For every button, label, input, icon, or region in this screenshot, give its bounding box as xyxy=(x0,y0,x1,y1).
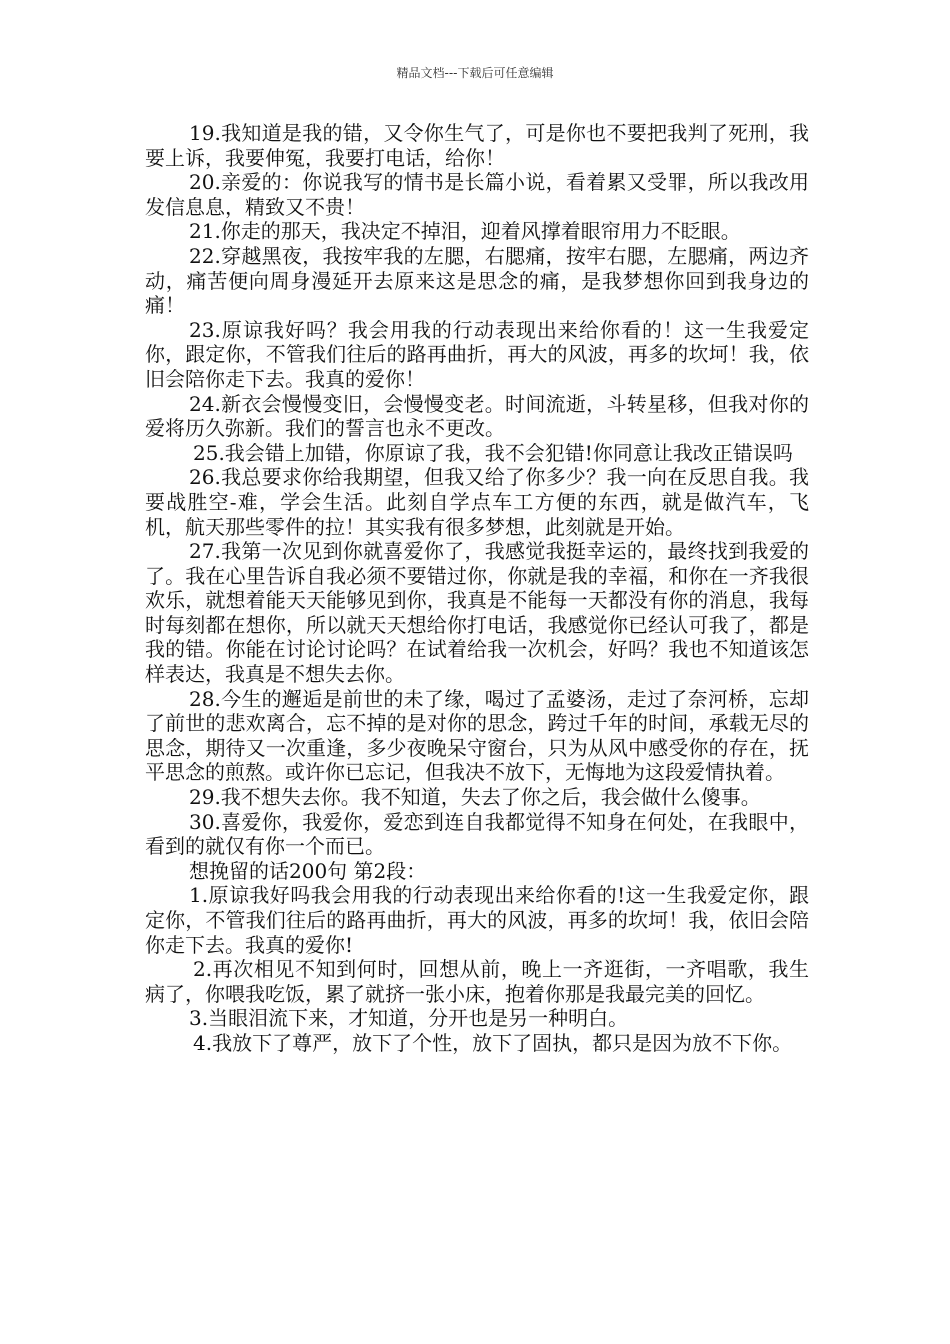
paragraph-22: 22.穿越黑夜，我按牢我的左腮，右腮痛，按牢右腮，左腮痛，两边齐动，痛苦便向周身漫延开去原来这是思念的痛，是我梦想你回到我身边的痛！ xyxy=(145,243,809,318)
paragraph-s2-1: 1.原谅我好吗我会用我的行动表现出来给你看的!这一生我爱定你，跟定你，不管我们往后的路再曲折，再大的风波，再多的坎坷！我，依旧会陪你走下去。我真的爱你! xyxy=(145,883,809,957)
section-heading: 想挽留的话200句 第2段： xyxy=(189,858,427,883)
paragraph-29: 29.我不想失去你。我不知道，失去了你之后，我会做什么傻事。 xyxy=(189,785,761,810)
paragraph-23: 23.原谅我好吗？我会用我的行动表现出来给你看的！这一生我爱定你，跟定你，不管我们往后的路再曲折，再大的风波，再多的坎坷！我，依旧会陪你走下去。我真的爱你！ xyxy=(145,317,809,391)
paragraph-25: 25.我会错上加错，你原谅了我，我不会犯错!你同意让我改正错误吗 xyxy=(193,440,793,465)
paragraph-19: 19.我知道是我的错，又令你生气了，可是你也不要把我判了死刑，我要上诉，我要伸冤，我要打电话，给你！ xyxy=(145,121,809,170)
document-body xyxy=(145,121,809,1056)
page-header: 精品文档---下载后可任意编辑 xyxy=(396,66,554,80)
paragraph-s2-3: 3.当眼泪流下来，才知道，分开也是另一种明白。 xyxy=(189,1006,629,1031)
paragraph-26: 26.我总要求你给我期望，但我又给了你多少？我一向在反思自我。我要战胜空-难，学会生活。此刻自学点车工方便的东西，就是做汽车，飞机，航天那些零件的拉！其实我有很多梦想，此刻就是开始。 xyxy=(145,465,809,539)
paragraph-s2-4: 4.我放下了尊严，放下了个性，放下了固执，都只是因为放不下你。 xyxy=(193,1030,793,1055)
paragraph-21: 21.你走的那天，我决定不掉泪，迎着风撑着眼帘用力不眨眼。 xyxy=(189,219,741,244)
paragraph-24: 24.新衣会慢慢变旧，会慢慢变老。时间流逝，斗转星移，但我对你的爱将历久弥新。我们的誓言也永不更改。 xyxy=(145,391,809,441)
paragraph-28: 28.今生的邂逅是前世的未了缘，喝过了孟婆汤，走过了奈河桥，忘却了前世的悲欢离合，忘不掉的是对你的思念，跨过千年的时间，承载无尽的思念，期待又一次重逢，多少夜晚呆守窗台，只为从风中感受你的存在，抚平思念的煎熬。或许你已忘记，但我决不放下，无悔地为这段爱情执着。 xyxy=(145,686,809,785)
paragraph-20: 20.亲爱的：你说我写的情书是长篇小说，看着累又受罪，所以我改用发信息息，精致又不贵！ xyxy=(145,170,809,219)
paragraph-s2-2: 2.再次相见不知到何时，回想从前，晚上一齐逛街，一齐唱歌，我生病了，你喂我吃饭，累了就挤一张小床，抱着你那是我最完美的回忆。 xyxy=(145,957,809,1006)
paragraph-27: 27.我第一次见到你就喜爱你了，我感觉我挺幸运的，最终找到我爱的了。我在心里告诉自我必须不要错过你，你就是我的幸福，和你在一齐我很欢乐，就想着能天天能够见到你，我真是不能每一天都没有你的消息，我每时每刻都在想你，所以就天天想给你打电话，我感觉你已经认可我了，都是我的错。你能在讨论讨论吗？在试着给我一次机会，好吗？我也不知道该怎样表达，我真是不想失去你。 xyxy=(145,539,809,687)
paragraph-30: 30.喜爱你，我爱你，爱恋到连自我都觉得不知身在何处，在我眼中，看到的就仅有你一个而已。 xyxy=(145,809,809,859)
